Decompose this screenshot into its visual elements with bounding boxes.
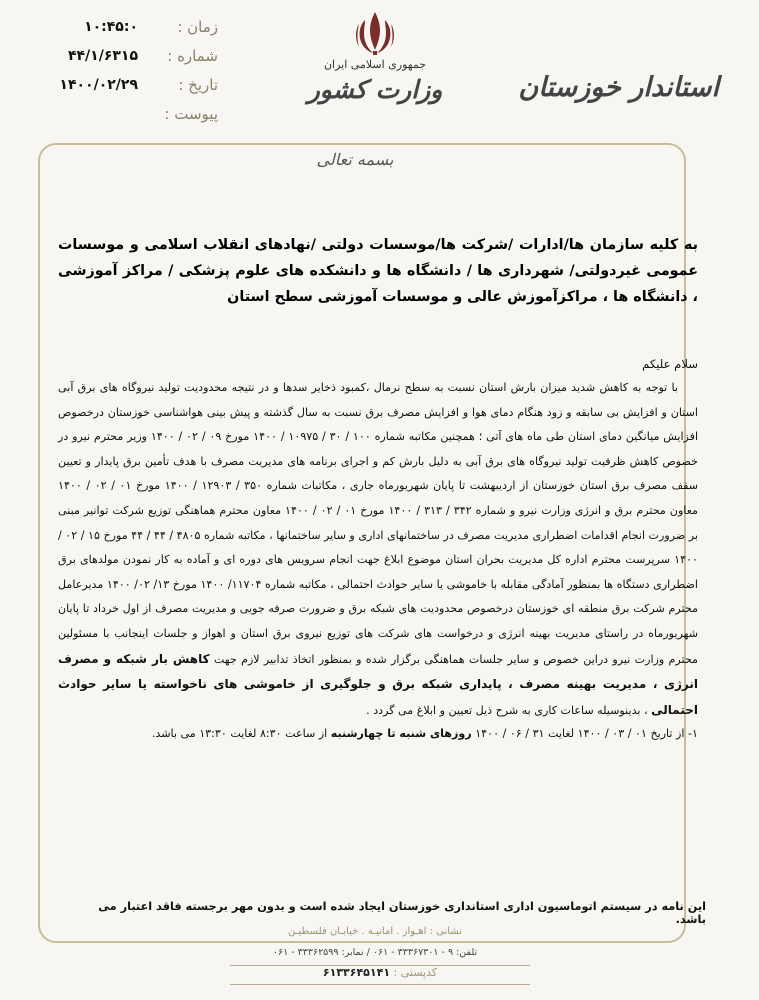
number-value: ۴۴/۱/۶۳۱۵ [67, 48, 138, 64]
letter-meta [28, 16, 218, 132]
greeting: سلام علیکم [642, 357, 698, 371]
date-value: ۱۴۰۰/۰۲/۲۹ [59, 77, 138, 93]
paragraph-bold: کاهش بار شبکه و مصرف انرژی ، مدیریت بهینه مصرف ، پایداری شبکه برق و جلوگیری از خاموشی های ناخواسته یا سایر حوادث احتمالی [58, 651, 698, 717]
address: نشانی : اهـواز . امانیـه . خیابـان فلسطیـن [288, 926, 462, 937]
ministry-name: وزارت کشور [307, 75, 443, 104]
iran-emblem-icon [353, 10, 397, 56]
letter-paragraph [58, 376, 698, 723]
emblem-subtitle: جمهوری اسلامی ایران [323, 58, 427, 71]
paragraph-text: با توجه به کاهش شدید میزان بارش استان نسبت به سطح نرمال ،کمبود ذخایر سدها و در نتیجه محدودیت تولید نیروگاه های برق آبی استان و افزایش بی سابقه و زود هنگام دمای هوا و افزایش مصرف برق نسبت به سال گذشته و پیش بینی هواشناسی خوزستان درخصوص افزایش میانگین دمای استان طی ماه های آتی ؛ همچنین مکاتبه شماره ۱۰۰ / ۳۰ / ۱۰۹۷۵ / ۱۴۰۰ مورخ ۰۹ / ۰۲ / ۱۴۰۰ وزیر محترم نیرو در خصوص کاهش ظرفیت تولید نیروگاه های برق آبی به دلیل بارش کم و اجرای برنامه های مدیریت مصرف با هدف تأمین برق پایدار و تعیین سقف مصرف برق استان خوزستان از اردیبهشت تا پایان شهریورماه جاری ، مکاتبات شماره ۳۵۰ / ۱۲۹۰۳ / ۱۴۰۰ مورخ ۰۱ / ۰۲ / ۱۴۰۰ معاون محترم برق و انرژی وزارت نیرو و شماره ۳۴۲ / ۳۱۳ / ۱۴۰۰ مورخ ۰۱ / ۰۲ / ۱۴۰۰ معاون محترم هماهنگی توزیع شرکت توانیر مبنی بر ضرورت انجام اقدامات اضطراری مدیریت مصرف در ساختمانهای اداری و سایر ساختمانها ، مکاتبه شماره ۴۸۰۵ / ۴۴ / ۴۴ مورخ ۱۵ / ۰۲ / ۱۴۰۰ سرپرست محترم اداره کل مدیریت بحران استان موضوع ابلاغ جهت انجام سرویس های دوره ای و آماده به کار نمودن مولدهای برق اضطراری دستگاه ها بمنظور آمادگی مقابله با خاموشی یا سایر حوادث احتمالی ، مکاتبه شماره ۱۱۷۰۴/ ۱۴۰۰ مورخ ۱۳/ ۰۲/ ۱۴۰۰ مدیرعامل محترم شرکت برق منطقه ای خوزستان درخصوص محدودیت های شبکه برق و ضرورت صرفه جویی و مدیریت مصرف از اول خرداد تا پایان شهریورماه در راستای مدیریت بهینه انرژی و درخواست های شرکت های توزیع نیروی برق استان و اهواز و جلسات اینجانب با مسئولین محترم وزارت نیرو دراین خصوص و سایر جلسات هماهنگی برگزار شده و بمنظور اتخاذ تدابیر لازم جهت [58, 381, 699, 666]
meta-row-date [28, 74, 218, 96]
number-label: شماره : [167, 47, 218, 65]
postal-code [230, 965, 530, 985]
letter-body [58, 232, 698, 745]
basmala: بسمه تعالی [316, 150, 394, 169]
automation-note: این نامه در سیستم اتوماسیون اداری استانداری خوزستان ایجاد شده است و بدون مهر برجسته فاقد اعتبار می باشد. [98, 900, 706, 926]
meta-row-number [28, 45, 218, 67]
time-value: ۱۰:۴۵:۰ [84, 19, 138, 35]
phone-fax: تلفن: ۹ - ۳۳۳۶۷۳۰۱ - ۰۶۱ / نمابر: ۳۳۳۶۲۵۹۹ - ۰۶۱ [272, 947, 478, 958]
meta-row-time [28, 16, 218, 38]
ministry-emblem [300, 10, 450, 104]
attachment-label: پیوست : [164, 105, 218, 123]
item-days: روزهای شنبه تا چهارشنبه [330, 727, 472, 741]
item-hours: از ساعت ۸:۳۰ لغایت ۱۳:۳۰ می باشد. [151, 727, 328, 741]
postal-label: کدپستی : [393, 966, 438, 979]
date-label: تاریخ : [178, 76, 218, 94]
addressee: به کلیه سازمان ها/ادارات /شرکت ها/موسسات دولتی /نهادهای انقلاب اسلامی و موسسات عمومی غیردولتی/ شهرداری ها / دانشگاه ها و دانشکده های علوم پزشکی / مراکز آموزشی ، دانشگاه ها ، مراکزآموزش عالی و موسسات آموزشی سطح استان [58, 237, 698, 305]
postal-number: ۶۱۳۳۶۴۵۱۴۱ [322, 966, 391, 979]
item-date-range: ۱- از تاریخ ۰۱ / ۰۳ / ۱۴۰۰ لغایت ۳۱ / ۰۶ / ۱۴۰۰ [475, 727, 698, 741]
time-label: زمان : [177, 18, 218, 36]
meta-row-attachment [28, 103, 218, 125]
paragraph-tail: ، بدینوسیله ساعات کاری به شرح ذیل تعیین و ابلاغ می گردد . [366, 703, 648, 717]
province-title: استاندار خوزستان [518, 72, 719, 103]
list-item [58, 723, 698, 745]
